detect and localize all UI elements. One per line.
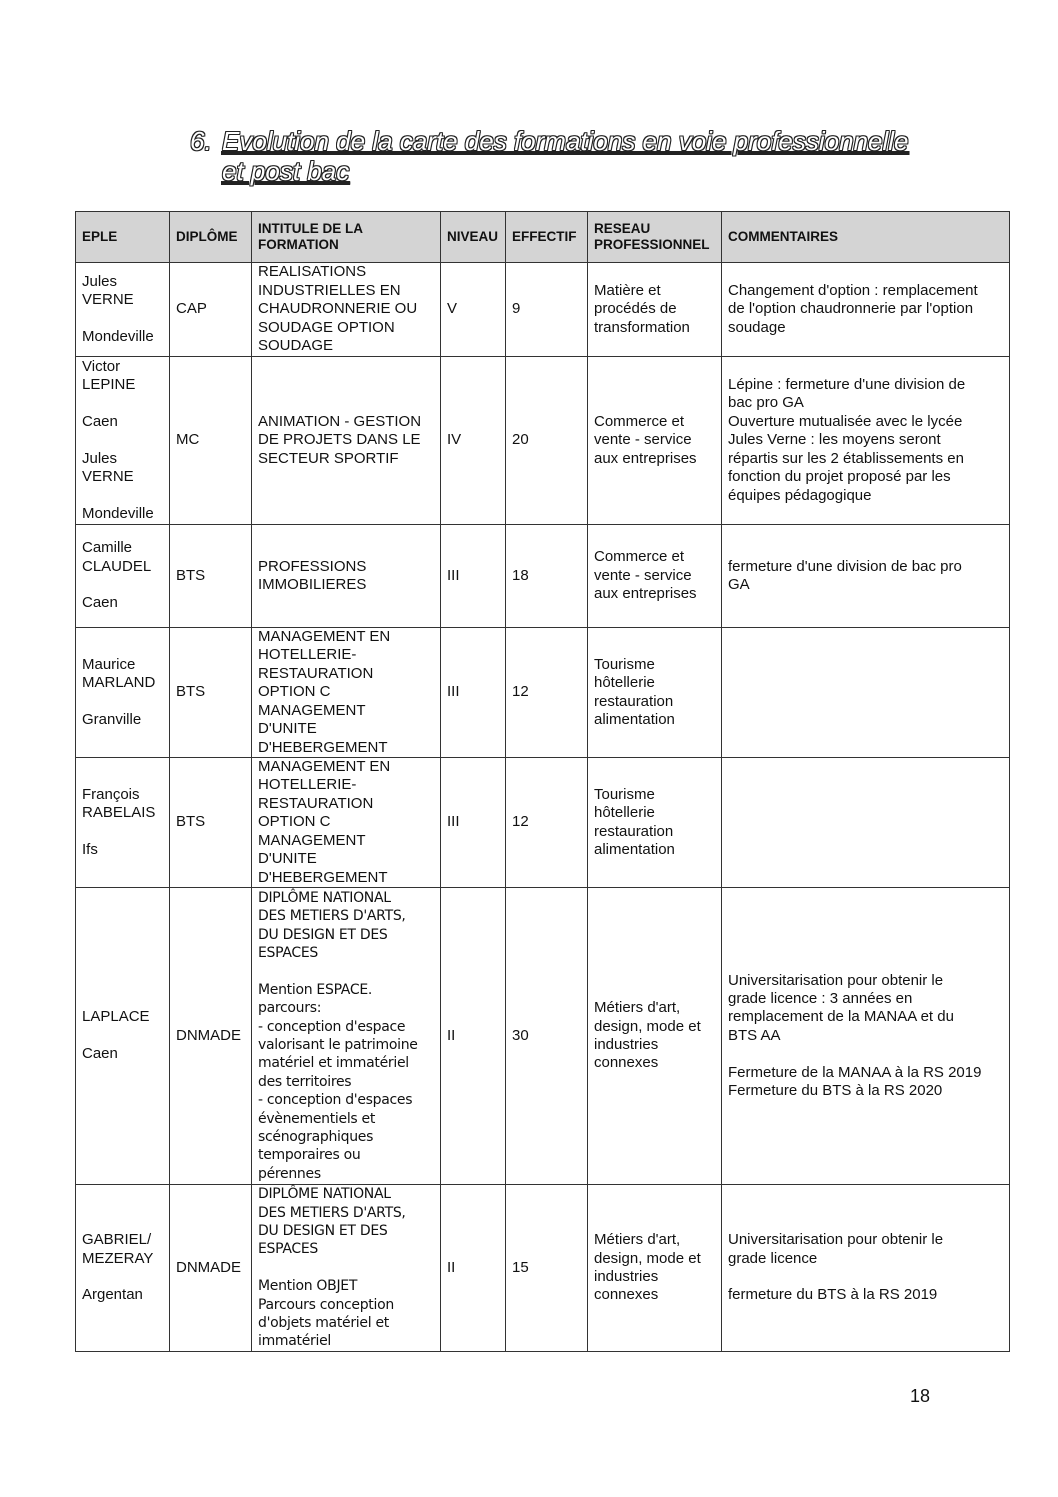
- table-row: [76, 758, 1010, 888]
- cell-effectif: 12: [506, 758, 588, 888]
- section-title: [190, 126, 990, 186]
- cell-effectif: 30: [506, 888, 588, 1185]
- header-eple: EPLE: [76, 212, 170, 263]
- cell-reseau: Commerce et vente - service aux entreprises: [588, 525, 722, 628]
- cell-effectif: 15: [506, 1185, 588, 1352]
- table-row: [76, 888, 1010, 1185]
- cell-eple: Maurice MARLAND Granville: [76, 628, 170, 758]
- section-number: 6.: [190, 126, 212, 156]
- cell-intitule: MANAGEMENT EN HOTELLERIE- RESTAURATION OPTION C MANAGEMENT D'UNITE D'HEBERGEMENT: [252, 758, 441, 888]
- cell-intitule: DIPLÔME NATIONAL DES METIERS D'ARTS, DU DESIGN ET DES ESPACES Mention OBJET Parcours conception d'objets matériel et immatériel: [252, 1185, 441, 1352]
- cell-diplome: DNMADE: [170, 1185, 252, 1352]
- cell-reseau: Métiers d'art, design, mode et industries connexes: [588, 1185, 722, 1352]
- cell-commentaires: Lépine : fermeture d'une division de bac pro GA Ouverture mutualisée avec le lycée Jules Verne : les moyens seront répartis sur les 2 établissements en fonction du projet proposé par les équipes pédagogique: [722, 357, 1010, 525]
- header-diplome: DIPLÔME: [170, 212, 252, 263]
- cell-niveau: V: [441, 263, 506, 357]
- cell-niveau: II: [441, 1185, 506, 1352]
- cell-intitule: DIPLÔME NATIONAL DES METIERS D'ARTS, DU DESIGN ET DES ESPACES Mention ESPACE. parcours: - conception d'espace valorisant le patrimoine matériel et immatériel des territoires - conception d'espaces évènementiels et scénographiques temporaires ou pérennes: [252, 888, 441, 1185]
- table-header-row: [76, 212, 1010, 263]
- table-row: [76, 525, 1010, 628]
- cell-eple: LAPLACE Caen: [76, 888, 170, 1185]
- cell-niveau: IV: [441, 357, 506, 525]
- cell-eple: Jules VERNE Mondeville: [76, 263, 170, 357]
- cell-niveau: III: [441, 628, 506, 758]
- header-niveau: NIVEAU: [441, 212, 506, 263]
- cell-effectif: 9: [506, 263, 588, 357]
- header-reseau: RESEAU PROFESSIONNEL: [588, 212, 722, 263]
- table-row: [76, 263, 1010, 357]
- cell-diplome: CAP: [170, 263, 252, 357]
- cell-diplome: BTS: [170, 525, 252, 628]
- cell-diplome: BTS: [170, 628, 252, 758]
- cell-reseau: Tourisme hôtellerie restauration alimentation: [588, 758, 722, 888]
- cell-eple: François RABELAIS Ifs: [76, 758, 170, 888]
- header-effectif: EFFECTIF: [506, 212, 588, 263]
- header-intitule: INTITULE DE LA FORMATION: [252, 212, 441, 263]
- cell-reseau: Tourisme hôtellerie restauration alimentation: [588, 628, 722, 758]
- header-commentaires: COMMENTAIRES: [722, 212, 1010, 263]
- cell-commentaires: Universitarisation pour obtenir le grade licence fermeture du BTS à la RS 2019: [722, 1185, 1010, 1352]
- cell-commentaires: [722, 758, 1010, 888]
- cell-niveau: III: [441, 525, 506, 628]
- cell-eple: Victor LEPINE Caen Jules VERNE Mondeville: [76, 357, 170, 525]
- cell-effectif: 18: [506, 525, 588, 628]
- page-number: 18: [910, 1386, 931, 1406]
- cell-reseau: Matière et procédés de transformation: [588, 263, 722, 357]
- cell-commentaires: fermeture d'une division de bac pro GA: [722, 525, 1010, 628]
- cell-intitule: ANIMATION - GESTION DE PROJETS DANS LE SECTEUR SPORTIF: [252, 357, 441, 525]
- formations-table: [75, 211, 1010, 1352]
- cell-diplome: MC: [170, 357, 252, 525]
- cell-intitule: MANAGEMENT EN HOTELLERIE- RESTAURATION OPTION C MANAGEMENT D'UNITE D'HEBERGEMENT: [252, 628, 441, 758]
- table-row: [76, 628, 1010, 758]
- cell-niveau: II: [441, 888, 506, 1185]
- cell-commentaires: [722, 628, 1010, 758]
- cell-eple: GABRIEL/ MEZERAY Argentan: [76, 1185, 170, 1352]
- cell-reseau: Métiers d'art, design, mode et industries connexes: [588, 888, 722, 1185]
- section-title-line1: Evolution de la carte des formations en voie professionnelle: [222, 126, 909, 156]
- table-row: [76, 357, 1010, 525]
- cell-commentaires: Changement d'option : remplacement de l'option chaudronnerie par l'option soudage: [722, 263, 1010, 357]
- cell-diplome: BTS: [170, 758, 252, 888]
- cell-commentaires: Universitarisation pour obtenir le grade licence : 3 années en remplacement de la MANAA et du BTS AA Fermeture de la MANAA à la RS 2019 Fermeture du BTS à la RS 2020: [722, 888, 1010, 1185]
- cell-eple: Camille CLAUDEL Caen: [76, 525, 170, 628]
- table-row: [76, 1185, 1010, 1352]
- cell-reseau: Commerce et vente - service aux entreprises: [588, 357, 722, 525]
- cell-intitule: REALISATIONS INDUSTRIELLES EN CHAUDRONNERIE OU SOUDAGE OPTION SOUDAGE: [252, 263, 441, 357]
- cell-niveau: III: [441, 758, 506, 888]
- cell-diplome: DNMADE: [170, 888, 252, 1185]
- cell-effectif: 20: [506, 357, 588, 525]
- cell-effectif: 12: [506, 628, 588, 758]
- section-title-line2: et post bac: [222, 156, 350, 186]
- cell-intitule: PROFESSIONS IMMOBILIERES: [252, 525, 441, 628]
